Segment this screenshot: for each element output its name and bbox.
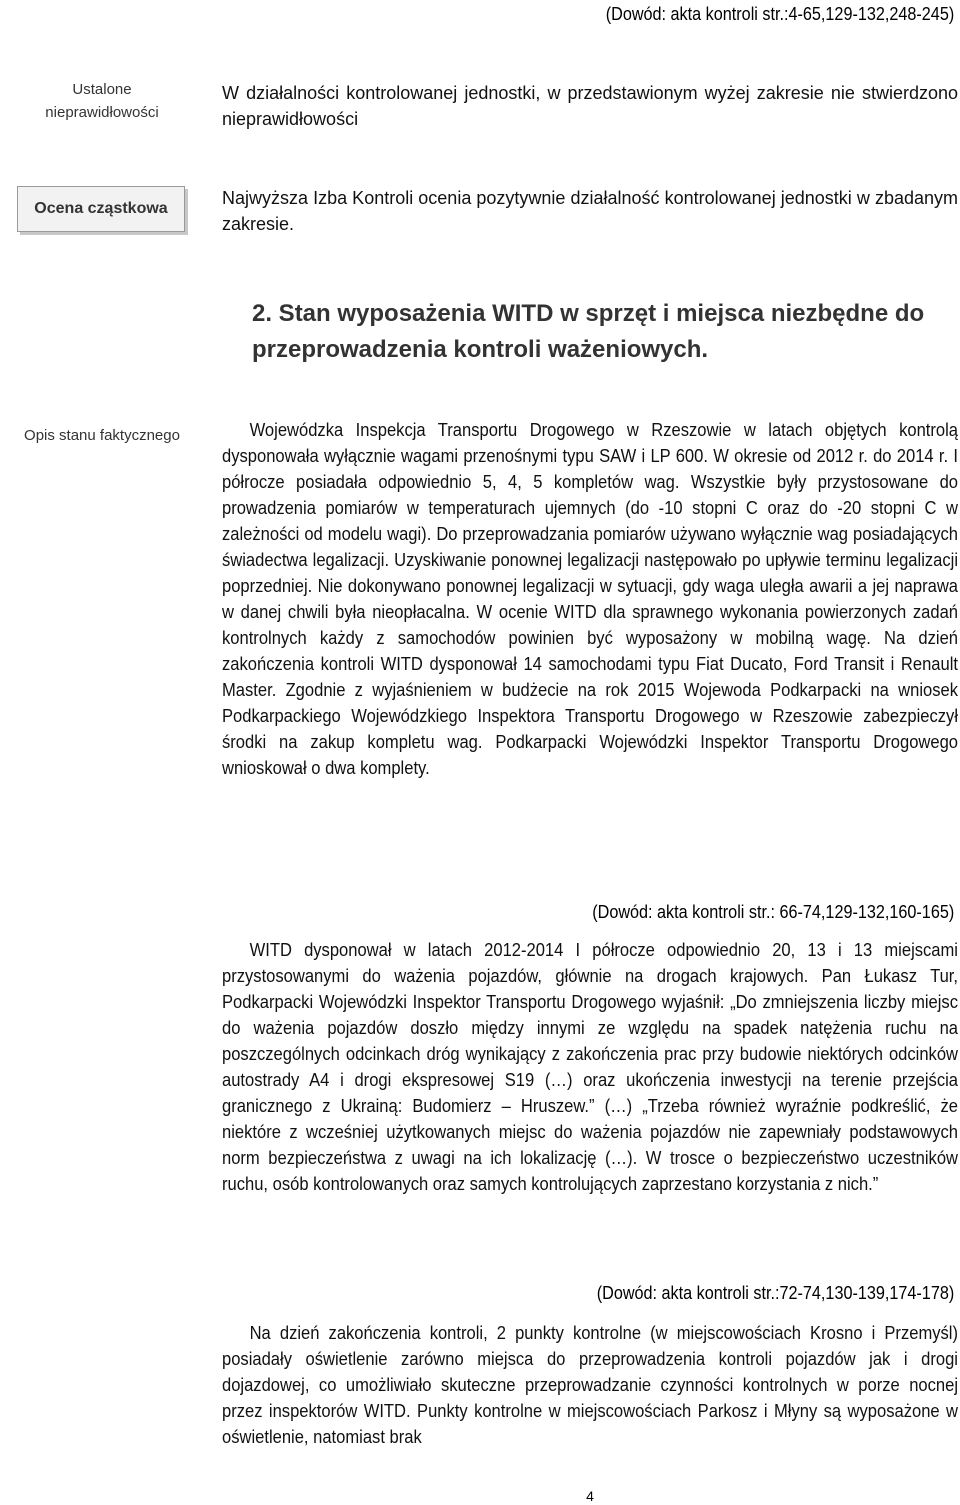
section-heading: 2. Stan wyposażenia WITD w sprzęt i miejsca niezbędne do przeprowadzenia kontroli ważeniowych.: [252, 300, 925, 363]
top-proof-reference: (Dowód: akta kontroli str.:4-65,129-132,248-245): [605, 4, 954, 24]
paragraph-lighting: Na dzień zakończenia kontroli, 2 punkty kontrolne (w miejscowościach Krosno i Przemyśl) posiadały oświetlenie zarówno miejsca do przeprowadzenia kontroli pojazdów jak i drogi dojazdowej, co umożliwiało skuteczne przeprowadzanie czynności kontrolnych w porze nocnej przez inspektorów WITD. Punkty kontrolne w miejscowościach Parkosz i Młyny są wyposażone w oświetlenie, natomiast brak: [222, 1323, 959, 1447]
text-partial-assessment: Najwyższa Izba Kontroli ocenia pozytywnie działalność kontrolowanej jednostki w zbadanym zakresie.: [222, 188, 958, 234]
text-irregularities: W działalności kontrolowanej jednostki, w przedstawionym wyżej zakresie nie stwierdzono nieprawidłowości: [222, 83, 958, 129]
proof-reference-1: (Dowód: akta kontroli str.: 66-74,129-132,160-165): [591, 902, 954, 922]
page-number: 4: [586, 1488, 594, 1504]
label-irregularities: Ustalone nieprawidłowości: [45, 81, 159, 121]
label-partial-assessment-text: Ocena cząstkowa: [34, 200, 168, 217]
label-partial-assessment: [17, 186, 185, 232]
proof-reference-2: (Dowód: akta kontroli str.:72-74,130-139,174-178): [596, 1283, 954, 1303]
paragraph-weighing-places: WITD dysponował w latach 2012-2014 I półrocze odpowiednio 20, 13 i 13 miejscami przystosowanymi do ważenia pojazdów, głównie na drogach krajowych. Pan Łukasz Tur, Podkarpacki Wojewódzki Inspektor Transportu Drogowego wyjaśnił: „Do zmniejszenia liczby miejsc do ważenia pojazdów doszło między innymi ze względu na spadek natężenia ruchu na poszczególnych odcinkach dróg wynikający z zakończenia prac przy budowie niektórych odcinków autostrady A4 i drogi ekspresowej S19 (…) oraz ukończenia inwestycji na terenie przejścia granicznego z Ukrainą: Budomierz – Hruszew.” (…) „Trzeba również wyraźnie podkreślić, że niektóre z wcześniej użytkowanych miejsc do ważenia pojazdów nie zapewniały podstawowych norm bezpieczeństwa z uwagi na ich lokalizację (…). W trosce o bezpieczeństwo uczestników ruchu, osób kontrolowanych oraz samych kontrolujących zaprzestano korzystania z nich.”: [222, 940, 959, 1194]
paragraph-scales: Wojewódzka Inspekcja Transportu Drogowego w Rzeszowie w latach objętych kontrolą dysponowała wyłącznie wagami przenośnymi typu SAW i LP 600. W okresie od 2012 r. do 2014 r. I półrocze posiadała odpowiednio 5, 4, 5 kompletów wag. Wszystkie były przystosowane do prowadzenia pomiarów w temperaturach ujemnych (do -10 stopni C oraz do -20 stopni C w zależności od modelu wagi). Do przeprowadzania pomiarów używano wyłącznie wag posiadających świadectwa legalizacji. Uzyskiwanie ponownej legalizacji następowało po upływie terminu legalizacji poprzedniej. Nie dokonywano ponownej legalizacji w sytuacji, gdy waga uległa awarii a jej naprawa w danej chwili była nieopłacalna. W ocenie WITD dla sprawnego wykonania powierzonych zadań kontrolnych każdy z samochodów powinien być wyposażony w mobilną wagę. Na dzień zakończenia kontroli WITD dysponował 14 samochodami typu Fiat Ducato, Ford Transit i Renault Master. Zgodnie z wyjaśnieniem w budżecie na rok 2015 Wojewoda Podkarpacki na wniosek Podkarpackiego Wojewódzkiego Inspektora Transportu Drogowego w Rzeszowie zabezpieczył środki na zakup kompletu wag. Podkarpacki Wojewódzki Inspektor Transportu Drogowego wnioskował o dwa komplety.: [222, 420, 959, 778]
label-factual-state: Opis stanu faktycznego: [24, 427, 180, 444]
